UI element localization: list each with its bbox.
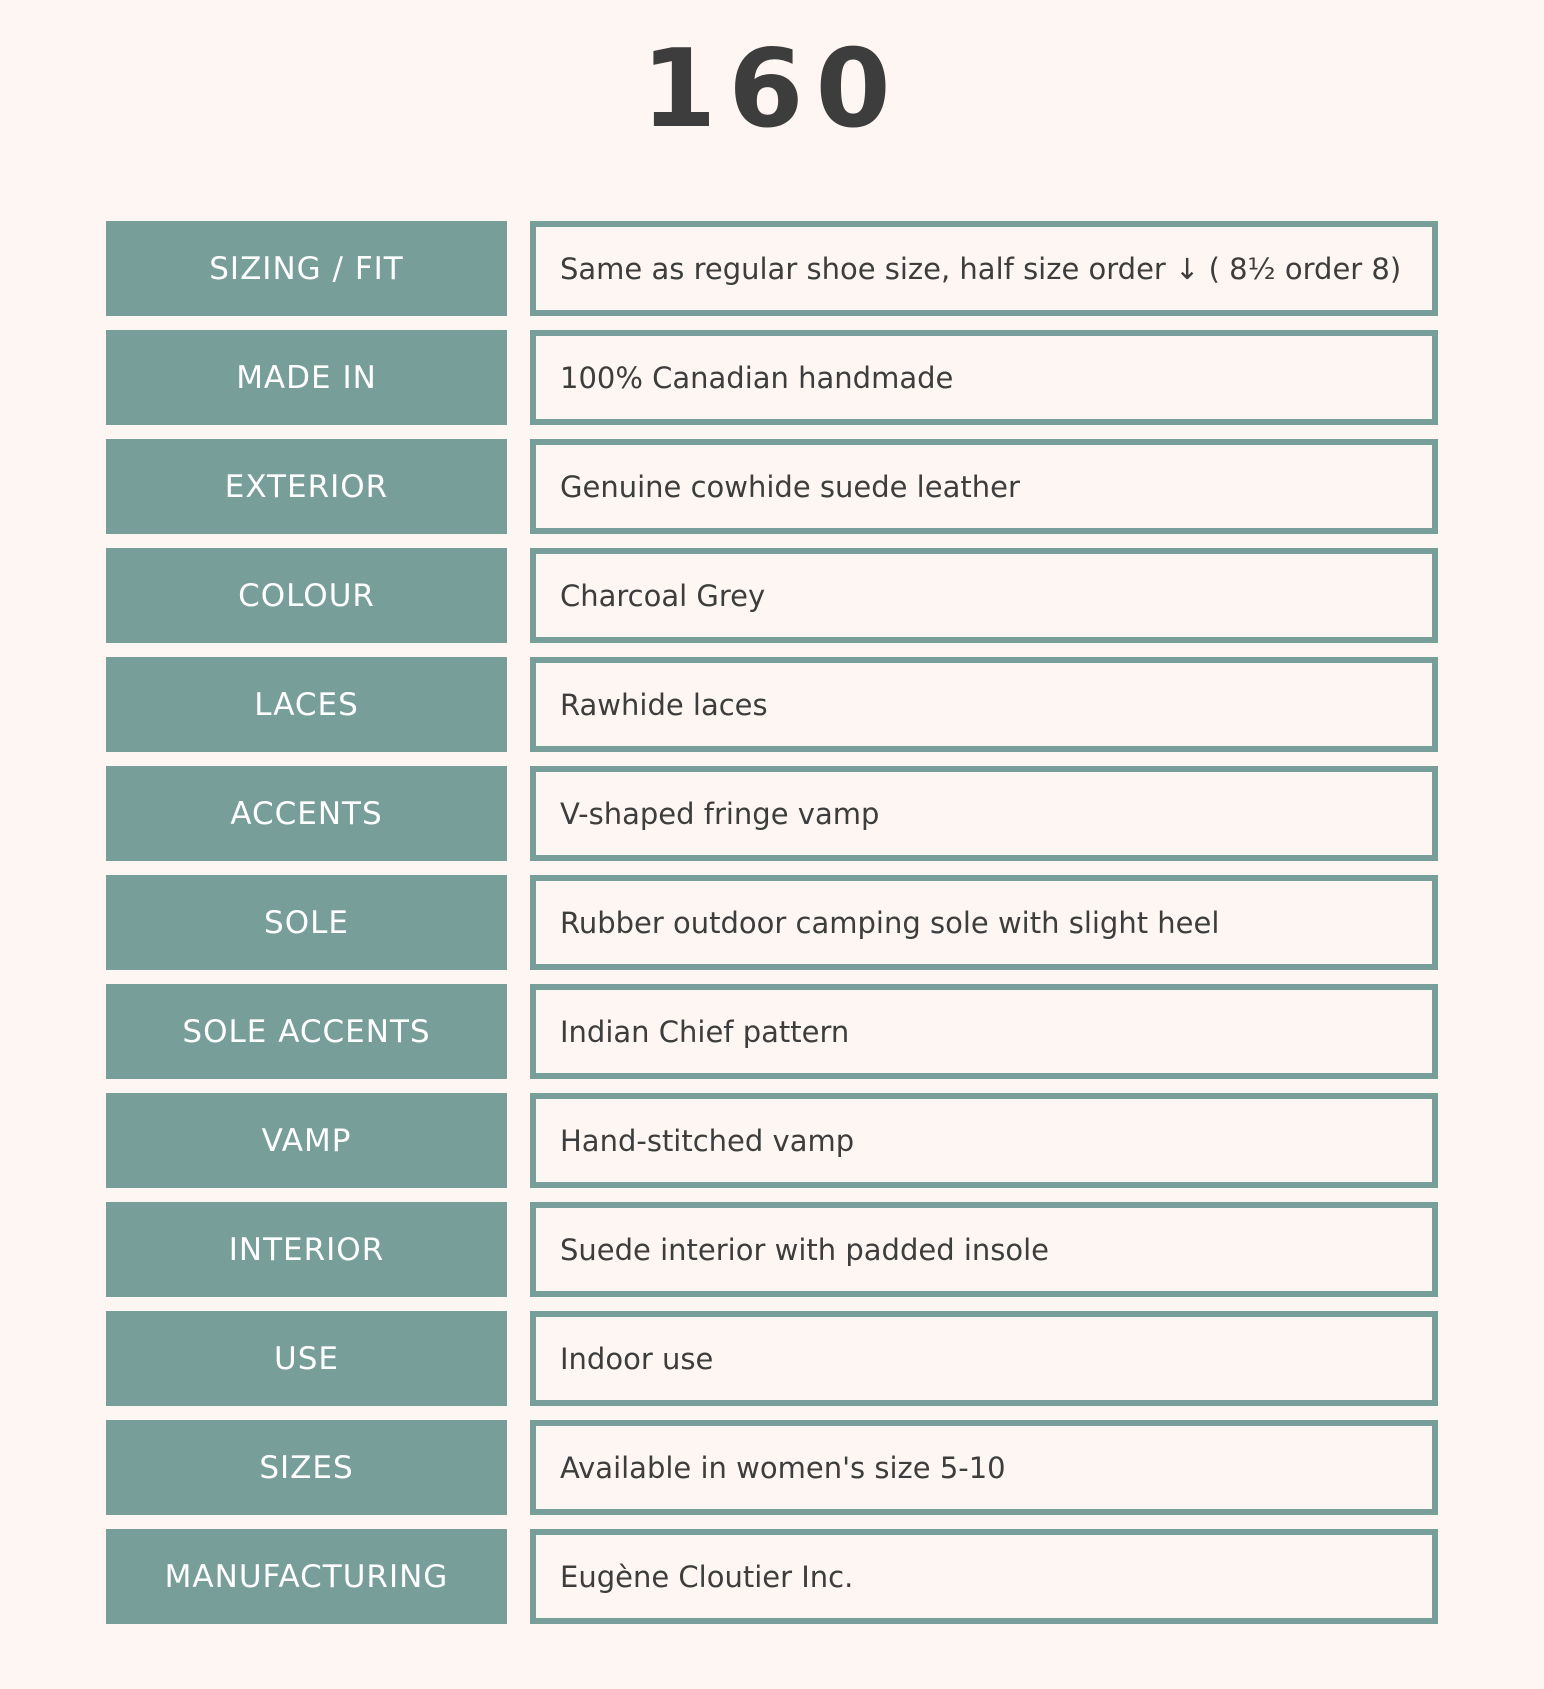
spec-value: Same as regular shoe size, half size order ↓ ( 8½ order 8) <box>530 221 1438 316</box>
spec-value: Indian Chief pattern <box>530 984 1438 1079</box>
spec-row-exterior <box>106 439 1438 534</box>
spec-label: SOLE ACCENTS <box>106 984 507 1079</box>
spec-row-use <box>106 1311 1438 1406</box>
spec-label: INTERIOR <box>106 1202 507 1297</box>
spec-row-made-in <box>106 330 1438 425</box>
spec-label: SOLE <box>106 875 507 970</box>
spec-value: Genuine cowhide suede leather <box>530 439 1438 534</box>
spec-label: SIZING / FIT <box>106 221 507 316</box>
spec-row-sizes <box>106 1420 1438 1515</box>
spec-row-sizing-fit <box>106 221 1438 316</box>
spec-row-sole-accents <box>106 984 1438 1079</box>
spec-value: Suede interior with padded insole <box>530 1202 1438 1297</box>
spec-value: Indoor use <box>530 1311 1438 1406</box>
spec-row-interior <box>106 1202 1438 1297</box>
spec-row-manufacturing <box>106 1529 1438 1624</box>
spec-value: Eugène Cloutier Inc. <box>530 1529 1438 1624</box>
spec-label: VAMP <box>106 1093 507 1188</box>
spec-value: Hand-stitched vamp <box>530 1093 1438 1188</box>
spec-row-vamp <box>106 1093 1438 1188</box>
spec-label: MADE IN <box>106 330 507 425</box>
spec-label: ACCENTS <box>106 766 507 861</box>
spec-label: COLOUR <box>106 548 507 643</box>
spec-value: 100% Canadian handmade <box>530 330 1438 425</box>
spec-row-accents <box>106 766 1438 861</box>
spec-table <box>106 221 1438 1638</box>
spec-label: SIZES <box>106 1420 507 1515</box>
spec-value: Charcoal Grey <box>530 548 1438 643</box>
spec-label: LACES <box>106 657 507 752</box>
spec-label: MANUFACTURING <box>106 1529 507 1624</box>
spec-label: USE <box>106 1311 507 1406</box>
spec-row-sole <box>106 875 1438 970</box>
spec-row-laces <box>106 657 1438 752</box>
spec-value: Available in women's size 5-10 <box>530 1420 1438 1515</box>
spec-row-colour <box>106 548 1438 643</box>
spec-label: EXTERIOR <box>106 439 507 534</box>
spec-value: Rawhide laces <box>530 657 1438 752</box>
spec-value: Rubber outdoor camping sole with slight heel <box>530 875 1438 970</box>
page-title: 160 <box>641 27 903 152</box>
spec-value: V-shaped fringe vamp <box>530 766 1438 861</box>
